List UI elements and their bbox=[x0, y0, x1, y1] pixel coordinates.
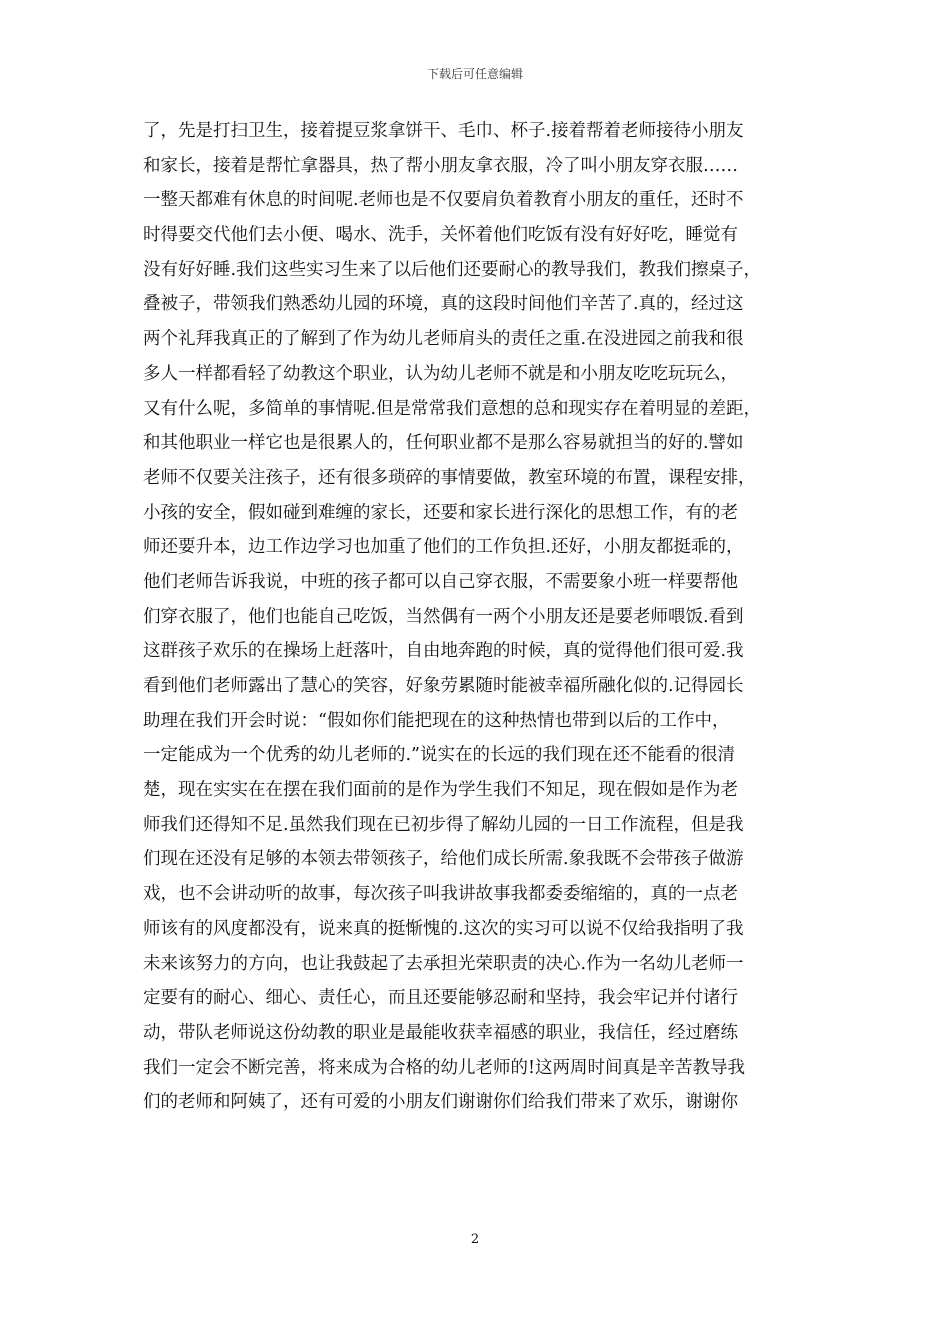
text-line: 他们老师告诉我说，中班的孩子都可以自己穿衣服，不需要象小班一样要帮他 bbox=[143, 571, 738, 592]
text-line: 又有什么呢，多简单的事情呢.但是常常我们意想的总和现实存在着明显的差距， bbox=[143, 398, 762, 419]
text-line: 了，先是打扫卫生，接着提豆浆拿饼干、毛巾、杯子.接着帮着老师接待小朋友 bbox=[143, 121, 744, 141]
text-line: 们穿衣服了，他们也能自己吃饭，当然偶有一两个小朋友还是要老师喂饭.看到 bbox=[143, 606, 744, 627]
text-line: 戏，也不会讲动听的故事，每次孩子叫我讲故事我都委委缩缩的，真的一点老 bbox=[143, 884, 738, 905]
text-line: 和其他职业一样它也是很累人的，任何职业都不是那么容易就担当的好的.譬如 bbox=[143, 433, 744, 454]
text-line: 定要有的耐心、细心、责任心，而且还要能够忍耐和坚持，我会牢记并付诸行 bbox=[143, 988, 738, 1009]
text-line: 叠被子，带领我们熟悉幼儿园的环境，真的这段时间他们辛苦了.真的，经过这 bbox=[143, 294, 744, 315]
text-line: 两个礼拜我真正的了解到了作为幼儿老师肩头的责任之重.在没进园之前我和很 bbox=[143, 329, 744, 350]
text-line: 动，带队老师说这份幼教的职业是最能收获幸福感的职业，我信任，经过磨练 bbox=[143, 1022, 738, 1043]
text-line: 多人一样都看轻了幼教这个职业，认为幼儿老师不就是和小朋友吃吃玩玩么， bbox=[143, 363, 738, 384]
text-line: 师该有的风度都没有，说来真的挺惭愧的.这次的实习可以说不仅给我指明了我 bbox=[143, 918, 744, 939]
text-line: 一定能成为一个优秀的幼儿老师的.”说实在的长远的我们现在还不能看的很清 bbox=[143, 745, 736, 766]
page-number: 2 bbox=[470, 1232, 480, 1247]
text-line: 时得要交代他们去小便、喝水、洗手，关怀着他们吃饭有没有好好吃，睡觉有 bbox=[143, 225, 738, 246]
text-line: 师我们还得知不足.虽然我们现在已初步得了解幼儿园的一日工作流程，但是我 bbox=[143, 814, 744, 835]
text-line: 一整天都难有休息的时间呢.老师也是不仅要肩负着教育小朋友的重任，还时不 bbox=[143, 190, 744, 211]
text-line: 未来该努力的方向，也让我鼓起了去承担光荣职责的决心.作为一名幼儿老师一 bbox=[143, 953, 744, 974]
text-line: 我们一定会不断完善，将来成为合格的幼儿老师的!这两周时间真是辛苦教导我 bbox=[143, 1057, 746, 1078]
text-line: 们现在还没有足够的本领去带领孩子，给他们成长所需.象我既不会带孩子做游 bbox=[143, 849, 744, 870]
text-line: 这群孩子欢乐的在操场上赶落叶，自由地奔跑的时候，真的觉得他们很可爱.我 bbox=[143, 641, 744, 662]
text-line: 小孩的安全，假如碰到难缠的家长，还要和家长进行深化的思想工作，有的老 bbox=[143, 502, 738, 523]
text-line: 看到他们老师露出了慧心的笑容，好象劳累随时能被幸福所融化似的.记得园长 bbox=[143, 676, 744, 696]
text-line: 和家长，接着是帮忙拿器具，热了帮小朋友拿衣服，冷了叫小朋友穿衣服…… bbox=[143, 155, 738, 176]
page-header: 下载后可任意编辑 bbox=[426, 67, 523, 81]
body-text bbox=[143, 114, 823, 1120]
text-line: 没有好好睡.我们这些实习生来了以后他们还要耐心的教导我们，教我们擦桌子， bbox=[143, 259, 762, 280]
text-line: 助理在我们开会时说：“假如你们能把现在的这种热情也带到以后的工作中， bbox=[143, 710, 730, 731]
text-line: 们的老师和阿姨了，还有可爱的小朋友们谢谢你们给我们带来了欢乐，谢谢你 bbox=[143, 1092, 738, 1113]
text-line: 老师不仅要关注孩子，还有很多琐碎的事情要做，教室环境的布置，课程安排， bbox=[143, 467, 756, 488]
text-line: 楚，现在实实在在摆在我们面前的是作为学生我们不知足，现在假如是作为老 bbox=[143, 780, 738, 801]
text-line: 师还要升本，边工作边学习也加重了他们的工作负担.还好，小朋友都挺乖的， bbox=[143, 537, 744, 558]
